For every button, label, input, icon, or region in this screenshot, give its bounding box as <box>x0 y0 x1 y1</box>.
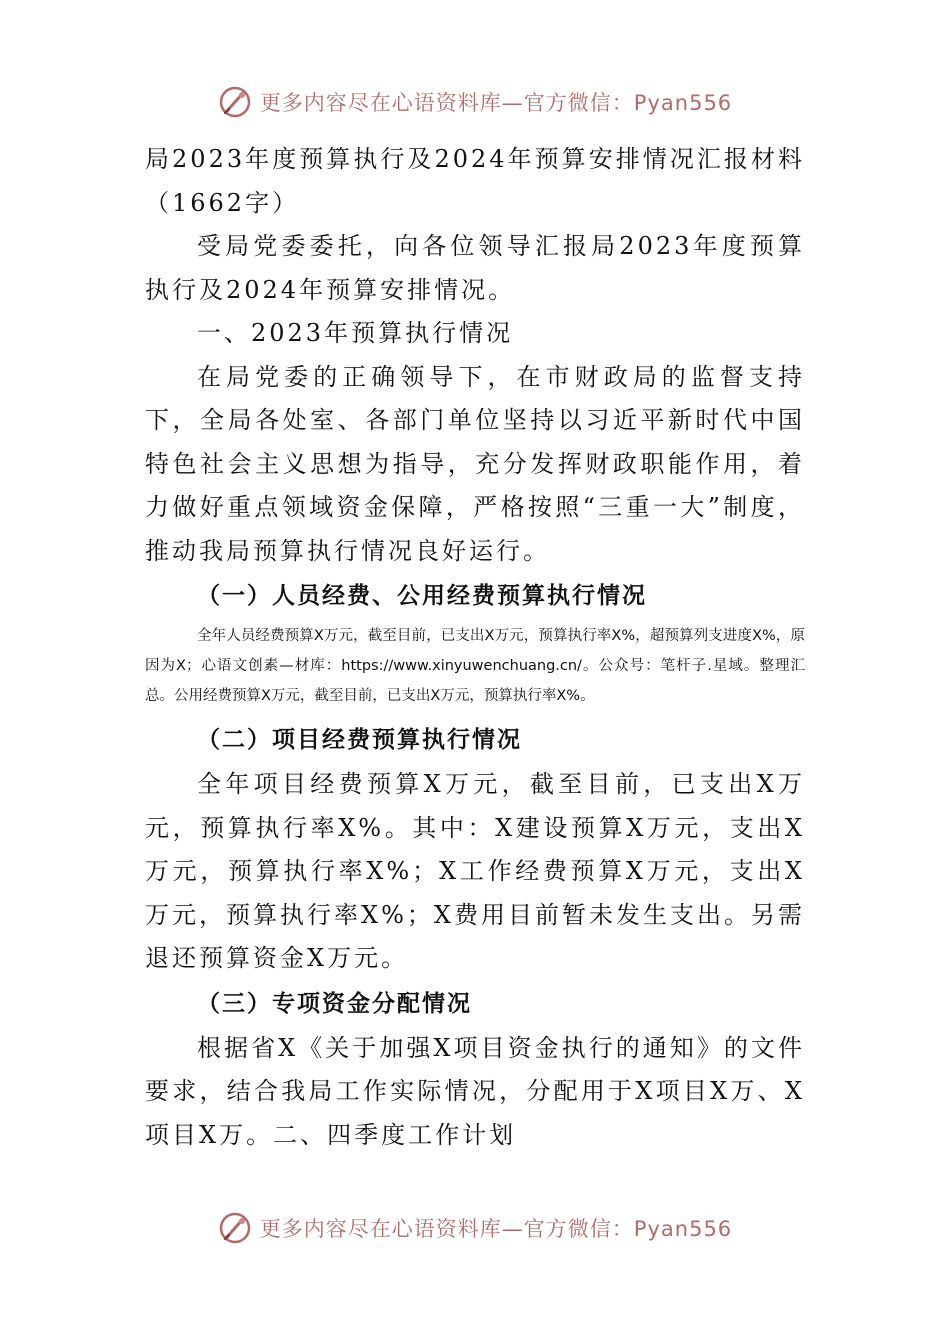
section1-heading: 一、2023年预算执行情况 <box>197 319 514 347</box>
document-title: 局2023年度预算执行及2024年预算安排情况汇报材料（1662字） <box>145 145 805 217</box>
watermark-text: 更多内容尽在心语资料库—官方微信：Pyan556 <box>259 1217 733 1241</box>
section1-paragraph: 在局党委的正确领导下，在市财政局的监督支持下，全局各处室、各部门单位坚持以习近平新时代中国特色社会主义思想为指导，充分发挥财政职能作用，着力做好重点领域资金保障，严格按照“三重一大”制度，推动我局预算执行情况良好运行。 <box>145 362 805 565</box>
subsection2-paragraph: 全年项目经费预算X万元，截至目前，已支出X万元，预算执行率X%。其中：X建设预算X万元，支出X万元，预算执行率X%；X工作经费预算X万元，支出X万元，预算执行率X%；X费用目前暂未发生支出。另需退还预算资金X万元。 <box>145 770 805 972</box>
subsection3-paragraph: 根据省X《关于加强X项目资金执行的通知》的文件要求，结合我局工作实际情况，分配用于X项目X万、X项目X万。二、四季度工作计划 <box>145 1033 805 1149</box>
watermark-banner-bottom <box>0 1208 950 1248</box>
subsection2-heading: （二）项目经费预算执行情况 <box>197 727 522 753</box>
pen-logo-icon <box>218 85 252 119</box>
subsection3-heading: （三）专项资金分配情况 <box>197 990 472 1017</box>
subsection1-heading: （一）人员经费、公用经费预算执行情况 <box>197 583 647 609</box>
intro-paragraph: 受局党委委托，向各位领导汇报局2023年度预算执行及2024年预算安排情况。 <box>145 232 805 304</box>
watermark-banner-top <box>0 82 950 122</box>
pen-logo-icon <box>218 1211 252 1245</box>
subsection1-paragraph: 全年人员经费预算X万元，截至目前，已支出X万元，预算执行率X%，超预算列支进度X%，原因为X；心语文创素—材库：https://www.xinyuwenchuang.cn/。公众号：笔杆子.星域。整理汇总。公用经费预算X万元，截至目前，已支出X万元，预算执行率X%。 <box>145 628 805 704</box>
watermark-text: 更多内容尽在心语资料库—官方微信：Pyan556 <box>259 91 733 115</box>
document-body <box>145 138 805 1157</box>
